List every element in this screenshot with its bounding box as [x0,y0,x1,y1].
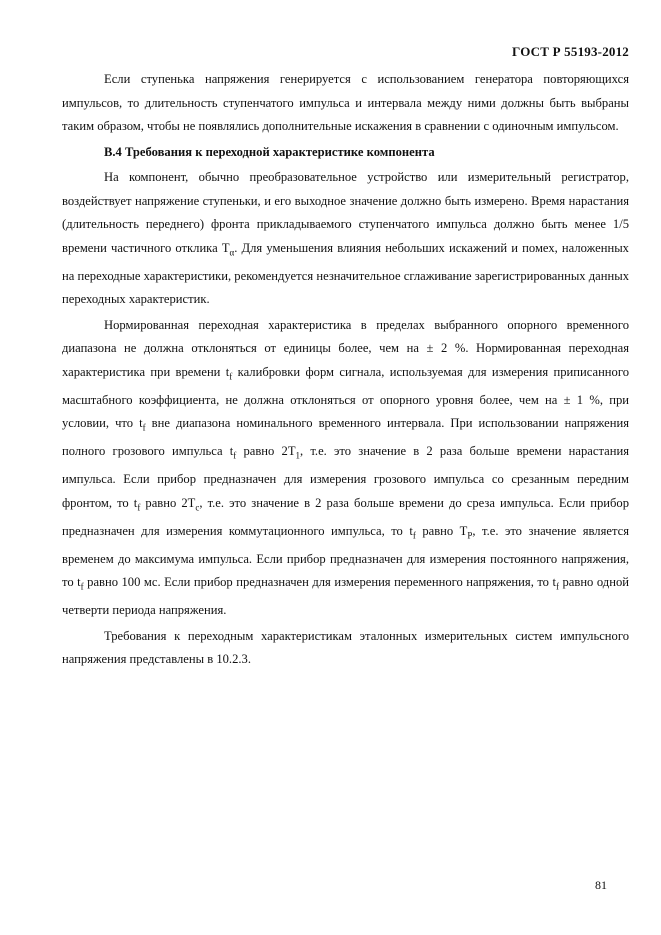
section-heading: В.4 Требования к переходной характеристике компонента [104,144,435,159]
paragraph-2-end: . Для уменьшения влияния небольших искажений и помех, наложенных на переходные характеристики, рекомендуется незначительное сглаживание зарегистрированных данных переходных характеристик. [62,240,629,307]
p3-part: равно 100 мс. Если прибор предназначен для измерения переменного напряжения, то t [83,575,556,590]
subscript-f: f [142,422,146,433]
p3-part: равно T [415,523,468,538]
subscript-f: f [229,371,233,382]
paragraph-3 [62,314,629,623]
subscript-f: f [233,450,237,461]
p3-part: вне диапазона номинального временного интервала. При использовании напряжения полного грозового импульса t [62,416,629,459]
p3-part: равно 2T [140,495,196,510]
p3-part: Нормированная переходная характеристика в пределах выбранного опорного временного диапазона не должна отклоняться от единицы более, чем на ± 2 %. Нормированная переходная характеристика при времени t [62,317,629,379]
subscript-f: f [555,581,559,592]
paragraph-1: Если ступенька напряжения генерируется с использованием генератора повторяющихся импульсов, то длительность ступенчатого импульса и интервала между ними должны быть выбраны таким образом, чтобы не появлялись дополнительные искажения в сравнении с одиночным импульсом. [62,72,629,133]
subscript-f: f [137,502,141,513]
subscript-f: f [412,530,416,541]
paragraph-4: Требования к переходным характеристикам эталонных измерительных систем импульсного напряжения представлены в 10.2.3. [62,628,629,667]
p3-part: , т.е. это значение является временем до максимума импульса. Если прибор предназначен для измерения постоянного напряжения, то t [62,523,630,590]
paragraph-2-text: На компонент, обычно преобразовательное устройство или измерительный регистратор, воздействует напряжение ступеньки, и его выходное значение должно быть измерено. Время нарастания (длительность переднего) фронта прикладываемого ступенчатого импульса должно быть менее 1/5 времени частичного отклика T [62,170,629,255]
p3-part: равно 2T [236,444,296,459]
subscript-f: f [80,581,84,592]
document-body [62,68,629,672]
p3-part: , т.е. это значение в 2 раза больше времени до среза импульса. Если прибор предназначен для измерения коммутационного импульса, то t [62,495,629,538]
document-header: ГОСТ Р 55193-2012 [512,44,629,59]
paragraph-2 [62,166,629,312]
page-number: 81 [595,878,607,892]
subscript-c: c [195,502,200,513]
p3-part: , т.е. это значение в 2 раза больше времени нарастания импульса. Если прибор предназначен для измерения грозового импульса со срезанным передним фронтом, то t [62,444,629,510]
subscript-alpha: α [229,247,235,258]
p3-part: равно одной четверти периода напряжения. [62,575,629,618]
subscript-p: P [467,530,473,541]
subscript-1: 1 [295,450,301,461]
p3-part: калибровки форм сигнала, используемая для измерения приписанного масштабного коэффициента, не должна отклоняться от опорного уровня более, чем на ± 1 %, при условии, что t [62,364,629,431]
